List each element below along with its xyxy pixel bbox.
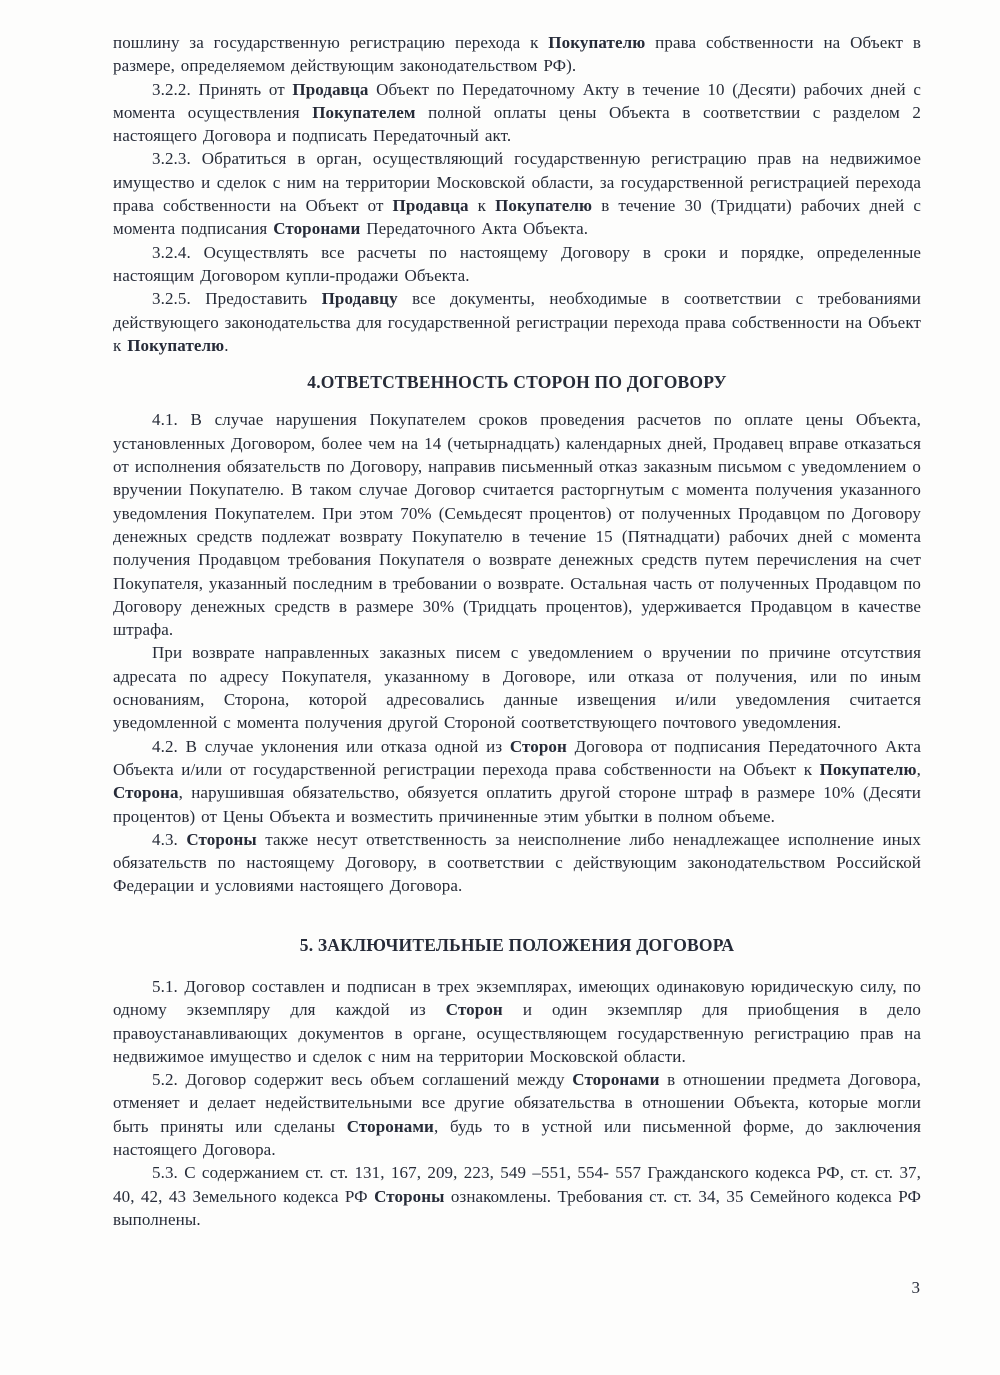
text-run: к <box>468 196 496 216</box>
text-run: 4.2. В случае уклонения или отказа одной из <box>152 736 510 756</box>
text-run: и один экземпляр для приобщения в дело правоустанавливающих документов в органе, осуществляющем государственную регистрацию прав на недвижимое имущество и сделок с ним на территории Московской области. <box>113 1000 921 1066</box>
clause-5-3-paragraph <box>113 1161 921 1231</box>
bold-term: Сторона <box>113 783 179 803</box>
text-run: 5.3. С содержанием ст. ст. 131, 167, 209, 223, 549 –551, 554- 557 Гражданского кодекса РФ, ст. ст. 37, 40, 42, 43 Земельного кодекса РФ <box>113 1163 921 1206</box>
text-run: права собственности на Объект в размере, определяемом действующим законодательством РФ). <box>113 33 921 76</box>
clause-4-3-paragraph <box>113 828 921 898</box>
clause-4-2-paragraph <box>113 735 921 828</box>
text-run: Объект по Передаточному Акту в течение 10 (Десяти) рабочих дней с момента осуществления <box>113 79 921 122</box>
bold-term: Продавца <box>392 196 469 216</box>
text-run: 4.3. <box>152 829 187 849</box>
clause-3-2-2-paragraph <box>113 78 921 148</box>
text-run: все документы, необходимые в соответствии с требованиями действующего законодательства для государственной регистрации перехода права собственности на Объект к <box>113 289 921 355</box>
text-run: , нарушившая обязательство, обязуется оплатить другой стороне штраф в размере 10% (Десяти процентов) от Цены Объекта и возместить причиненные этим убытки в полном объеме. <box>113 783 921 826</box>
text-run: полной оплаты цены Объекта в соответствии с разделом 2 настоящего Договора и подписать Передаточный акт. <box>113 102 921 146</box>
text-run: . <box>224 335 229 355</box>
clause-4-1-postal-return-paragraph <box>113 641 921 734</box>
bold-term: Покупателю <box>548 33 646 52</box>
text-run: , <box>916 759 921 779</box>
clause-5-2-paragraph <box>113 1068 921 1161</box>
text-run: 3.2.4. Осуществлять все расчеты по настоящему Договору в сроки и порядке, определенные настоящим Договором купли-продажи Объекта. <box>113 242 921 285</box>
text-run: , будь то в устной или письменной форме, до заключения настоящего Договора. <box>113 1116 922 1160</box>
bold-term: Сторонами <box>572 1070 660 1090</box>
bold-term: Стороны <box>186 829 257 849</box>
text-run: пошлину за государственную регистрацию перехода к <box>113 33 549 52</box>
bold-term: Сторонами <box>346 1116 434 1136</box>
clause-3-2-5-paragraph <box>113 287 921 357</box>
text-run: 5.1. Договор составлен и подписан в трех экземплярах, имеющих одинаковую юридическую силу, по одному экземпляру для каждой из <box>113 976 921 1020</box>
text-run: При возврате направленных заказных писем с уведомлением о вручении по причине отсутствия адресата по адресу Покупателя, указанному в Договоре, или отказа от получения, или по иным основаниям, Сторона, которой адресовались данные извещения и/или уведомления считается уведомленной с момента получения другой Стороной соответствующего почтового уведомления. <box>113 643 921 733</box>
page-number: 3 <box>911 1278 920 1297</box>
text-run: в течение 30 (Тридцати) рабочих дней с момента подписания <box>113 196 921 239</box>
clause-5-1-paragraph <box>113 975 921 1068</box>
text-run: ознакомлены. Требования ст. ст. 34, 35 Семейного кодекса РФ выполнены. <box>113 1186 921 1229</box>
bold-term: Покупателем <box>312 102 416 122</box>
bold-term: Продавца <box>292 79 369 99</box>
clause-3-2-1-continuation-paragraph <box>113 31 921 78</box>
clause-3-2-3-paragraph <box>113 147 921 240</box>
bold-term: Покупателю <box>127 335 225 355</box>
document-content <box>113 31 921 1231</box>
text-run: 3.2.2. Принять от <box>152 79 293 99</box>
text-run: Договора от подписания Передаточного Акта Объекта и/или от государственной регистрации перехода права собственности на Объект к <box>113 736 921 779</box>
text-run: 4.1. В случае нарушения Покупателем сроков проведения расчетов по оплате цены Объекта, установленных Договором, более чем на 14 (четырнадцать) календарных дней, Продавец вправе отказаться от исполнения обязательств по Договору, направив письменный отказ заказным письмом с уведомлением о вручении Покупателю. В таком случае Договор считается расторгнутым с момента получения указанного уведомления Покупателем. При этом 70% (Семьдесят процентов) от полученных Продавцом по Договору денежных средств подлежат возврату Покупателю в течение 15 (Пятнадцати) рабочих дней с момента получения Продавцом требования Покупателя о возврате денежных средств путем перечисления на счет Покупателя, указанный последним в требовании о возврате. Остальная часть от полученных Продавцом по Договору денежных средств в размере 30% (Тридцать процентов), удерживается Продавцом в качестве штрафа. <box>113 410 921 640</box>
clause-4-1-paragraph <box>113 408 921 641</box>
bold-term: Стороны <box>374 1186 445 1206</box>
bold-term: Сторон <box>445 1000 503 1020</box>
bold-term: Покупателю <box>819 759 917 779</box>
text-run: в отношении предмета Договора, отменяет и делает недействительными все другие обязательства в отношении Объекта, которые могли быть приняты или сделаны <box>113 1070 922 1136</box>
text-run: также несут ответственность за неисполнение либо ненадлежащее исполнение иных обязательств по настоящему Договору, в соответствии с действующим законодательством Российской Федерации и условиями настоящего Договора. <box>113 829 921 896</box>
bold-term: Покупателю <box>495 196 593 216</box>
bold-term: Сторонами <box>273 219 361 239</box>
clause-3-2-4-paragraph <box>113 241 921 288</box>
text-run: 3.2.5. Предоставить <box>152 289 322 309</box>
section-4-heading: 4.ОТВЕТСТВЕННОСТЬ СТОРОН ПО ДОГОВОРУ <box>307 372 727 393</box>
text-run: 5.2. Договор содержит весь объем соглашений между <box>152 1070 573 1090</box>
section-5-heading: 5. ЗАКЛЮЧИТЕЛЬНЫЕ ПОЛОЖЕНИЯ ДОГОВОРА <box>299 934 735 955</box>
text-run: 3.2.3. Обратиться в орган, осуществляющий государственную регистрацию прав на недвижимое имущество и сделок с ним на территории Московской области, за государственной регистрацией перехода права собственности на Объект от <box>113 149 921 216</box>
text-run: Передаточного Акта Объекта. <box>360 219 589 239</box>
bold-term: Сторон <box>509 736 567 756</box>
bold-term: Продавцу <box>321 289 398 309</box>
